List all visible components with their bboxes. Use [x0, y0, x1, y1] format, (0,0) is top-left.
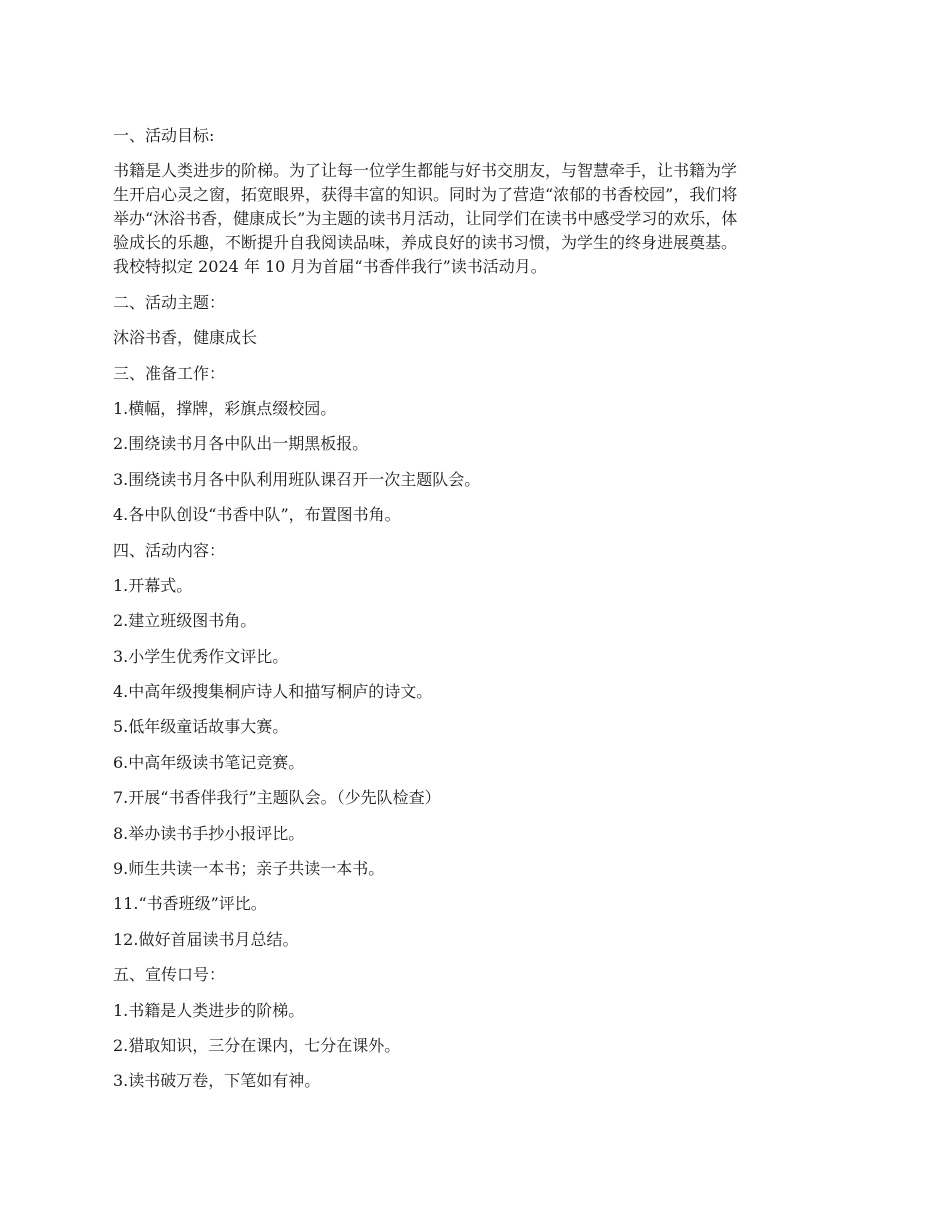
list-item: 6.中高年级读书笔记竞赛。 [113, 752, 305, 772]
section-heading-content: 四、活动内容： [113, 540, 226, 560]
section-heading-goals: 一、活动目标: [113, 126, 215, 145]
list-item: 9.师生共读一本书；亲子共读一本书。 [113, 859, 385, 879]
paragraph-line: 验成长的乐趣，不断提升自我阅读品味，养成良好的读书习惯，为学生的终身进展奠基。 [113, 233, 738, 253]
list-item: 11.“书香班级”评比。 [113, 894, 267, 914]
section-heading-slogans: 五、宣传口号： [113, 965, 226, 985]
goals-paragraph [113, 159, 838, 279]
list-item: 1.横幅，撑牌，彩旗点缀校园。 [113, 398, 337, 418]
list-item: 3.围绕读书月各中队利用班队课召开一次主题队会。 [113, 469, 481, 489]
list-item: 4.各中队创设“书香中队”，布置图书角。 [113, 505, 401, 525]
section-heading-preparation: 三、准备工作： [113, 363, 226, 383]
list-item: 12.做好首届读书月总结。 [113, 929, 299, 949]
list-item: 2.建立班级图书角。 [113, 611, 257, 631]
list-item: 2.猎取知识，三分在课内，七分在课外。 [113, 1035, 401, 1055]
list-item: 3.小学生优秀作文评比。 [113, 646, 289, 666]
list-item: 3.读书破万卷，下笔如有神。 [113, 1071, 321, 1091]
list-item: 沐浴书香，健康成长 [113, 328, 258, 348]
list-item: 1.书籍是人类进步的阶梯。 [113, 1000, 305, 1020]
list-item: 2.围绕读书月各中队出一期黑板报。 [113, 434, 369, 454]
list-item: 4.中高年级搜集桐庐诗人和描写桐庐的诗文。 [113, 682, 433, 702]
list-item: 7.开展“书香伴我行”主题队会。（少先队检查） [113, 788, 441, 808]
list-item: 1.开幕式。 [113, 575, 193, 595]
paragraph-line: 书籍是人类进步的阶梯。为了让每一位学生都能与好书交朋友，与智慧牵手，让书籍为学 [113, 161, 738, 181]
paragraph-line: 生开启心灵之窗，拓宽眼界，获得丰富的知识。同时为了营造“浓郁的书香校园”，我们将 [113, 185, 738, 205]
list-item: 5.低年级童话故事大赛。 [113, 717, 289, 737]
list-item: 8.举办读书手抄小报评比。 [113, 823, 305, 843]
section-heading-theme: 二、活动主题： [113, 292, 226, 312]
paragraph-line: 举办“沐浴书香，健康成长”为主题的读书月活动，让同学们在读书中感受学习的欢乐，体 [113, 209, 738, 229]
paragraph-line: 我校特拟定 2024 年 10 月为首届“书香伴我行”读书活动月。 [113, 257, 547, 277]
